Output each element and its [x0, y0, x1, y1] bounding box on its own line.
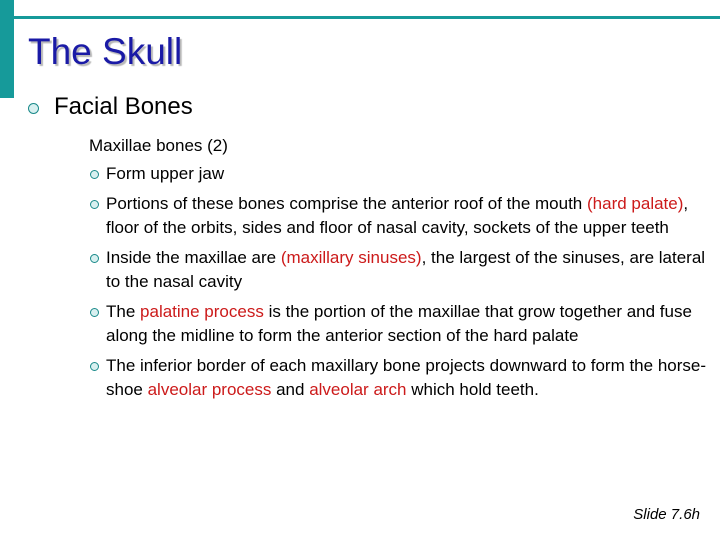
bullet-icon [90, 254, 99, 263]
accent-bar-top [14, 16, 720, 19]
slide-number: Slide 7.6h [633, 506, 700, 523]
bullet-text: , the largest of the sinuses, are lateral to the nasal cavity [106, 248, 706, 291]
bullet-text: and [271, 380, 310, 399]
highlighted-term: (hard palate) [587, 194, 684, 213]
bullet-icon [90, 308, 99, 317]
bullet-item [89, 354, 717, 402]
bullet-text: Portions of these bones comprise the anterior roof of the mouth [106, 194, 587, 213]
bullet-icon [90, 200, 99, 209]
bullet-text: The inferior border of each maxillary bone projects downward to form the horse-shoe [106, 356, 707, 399]
highlighted-term: palatine process [140, 302, 264, 321]
bullet-text: is the portion of the maxillae that grow together and fuse along the midline to form the anterior section of the hard palate [106, 302, 692, 345]
bullet-text: , floor of the orbits, sides and floor of nasal cavity, sockets of the upper teeth [106, 194, 689, 237]
slide-title: The Skull [28, 31, 183, 72]
highlighted-term: (maxillary sinuses) [280, 248, 422, 267]
bullet-text: Inside the maxillae are [106, 248, 281, 267]
bullet-item [89, 192, 717, 240]
bullet-text: which hold teeth. [406, 380, 539, 399]
bullet-list [89, 162, 717, 408]
highlighted-term: alveolar arch [309, 380, 407, 399]
bullet-icon [28, 103, 39, 114]
bullet-text: The [106, 302, 141, 321]
bullet-item [89, 300, 717, 348]
accent-bar-left [0, 0, 14, 98]
sub-heading: Maxillae bones (2) [89, 136, 228, 155]
bullet-text: Form upper jaw [106, 164, 225, 183]
section-heading-label: Facial Bones [54, 93, 193, 120]
section-heading [28, 92, 193, 122]
bullet-icon [90, 170, 99, 179]
bullet-item [89, 246, 717, 294]
bullet-item [89, 162, 717, 186]
bullet-icon [90, 362, 99, 371]
highlighted-term: alveolar process [147, 380, 272, 399]
